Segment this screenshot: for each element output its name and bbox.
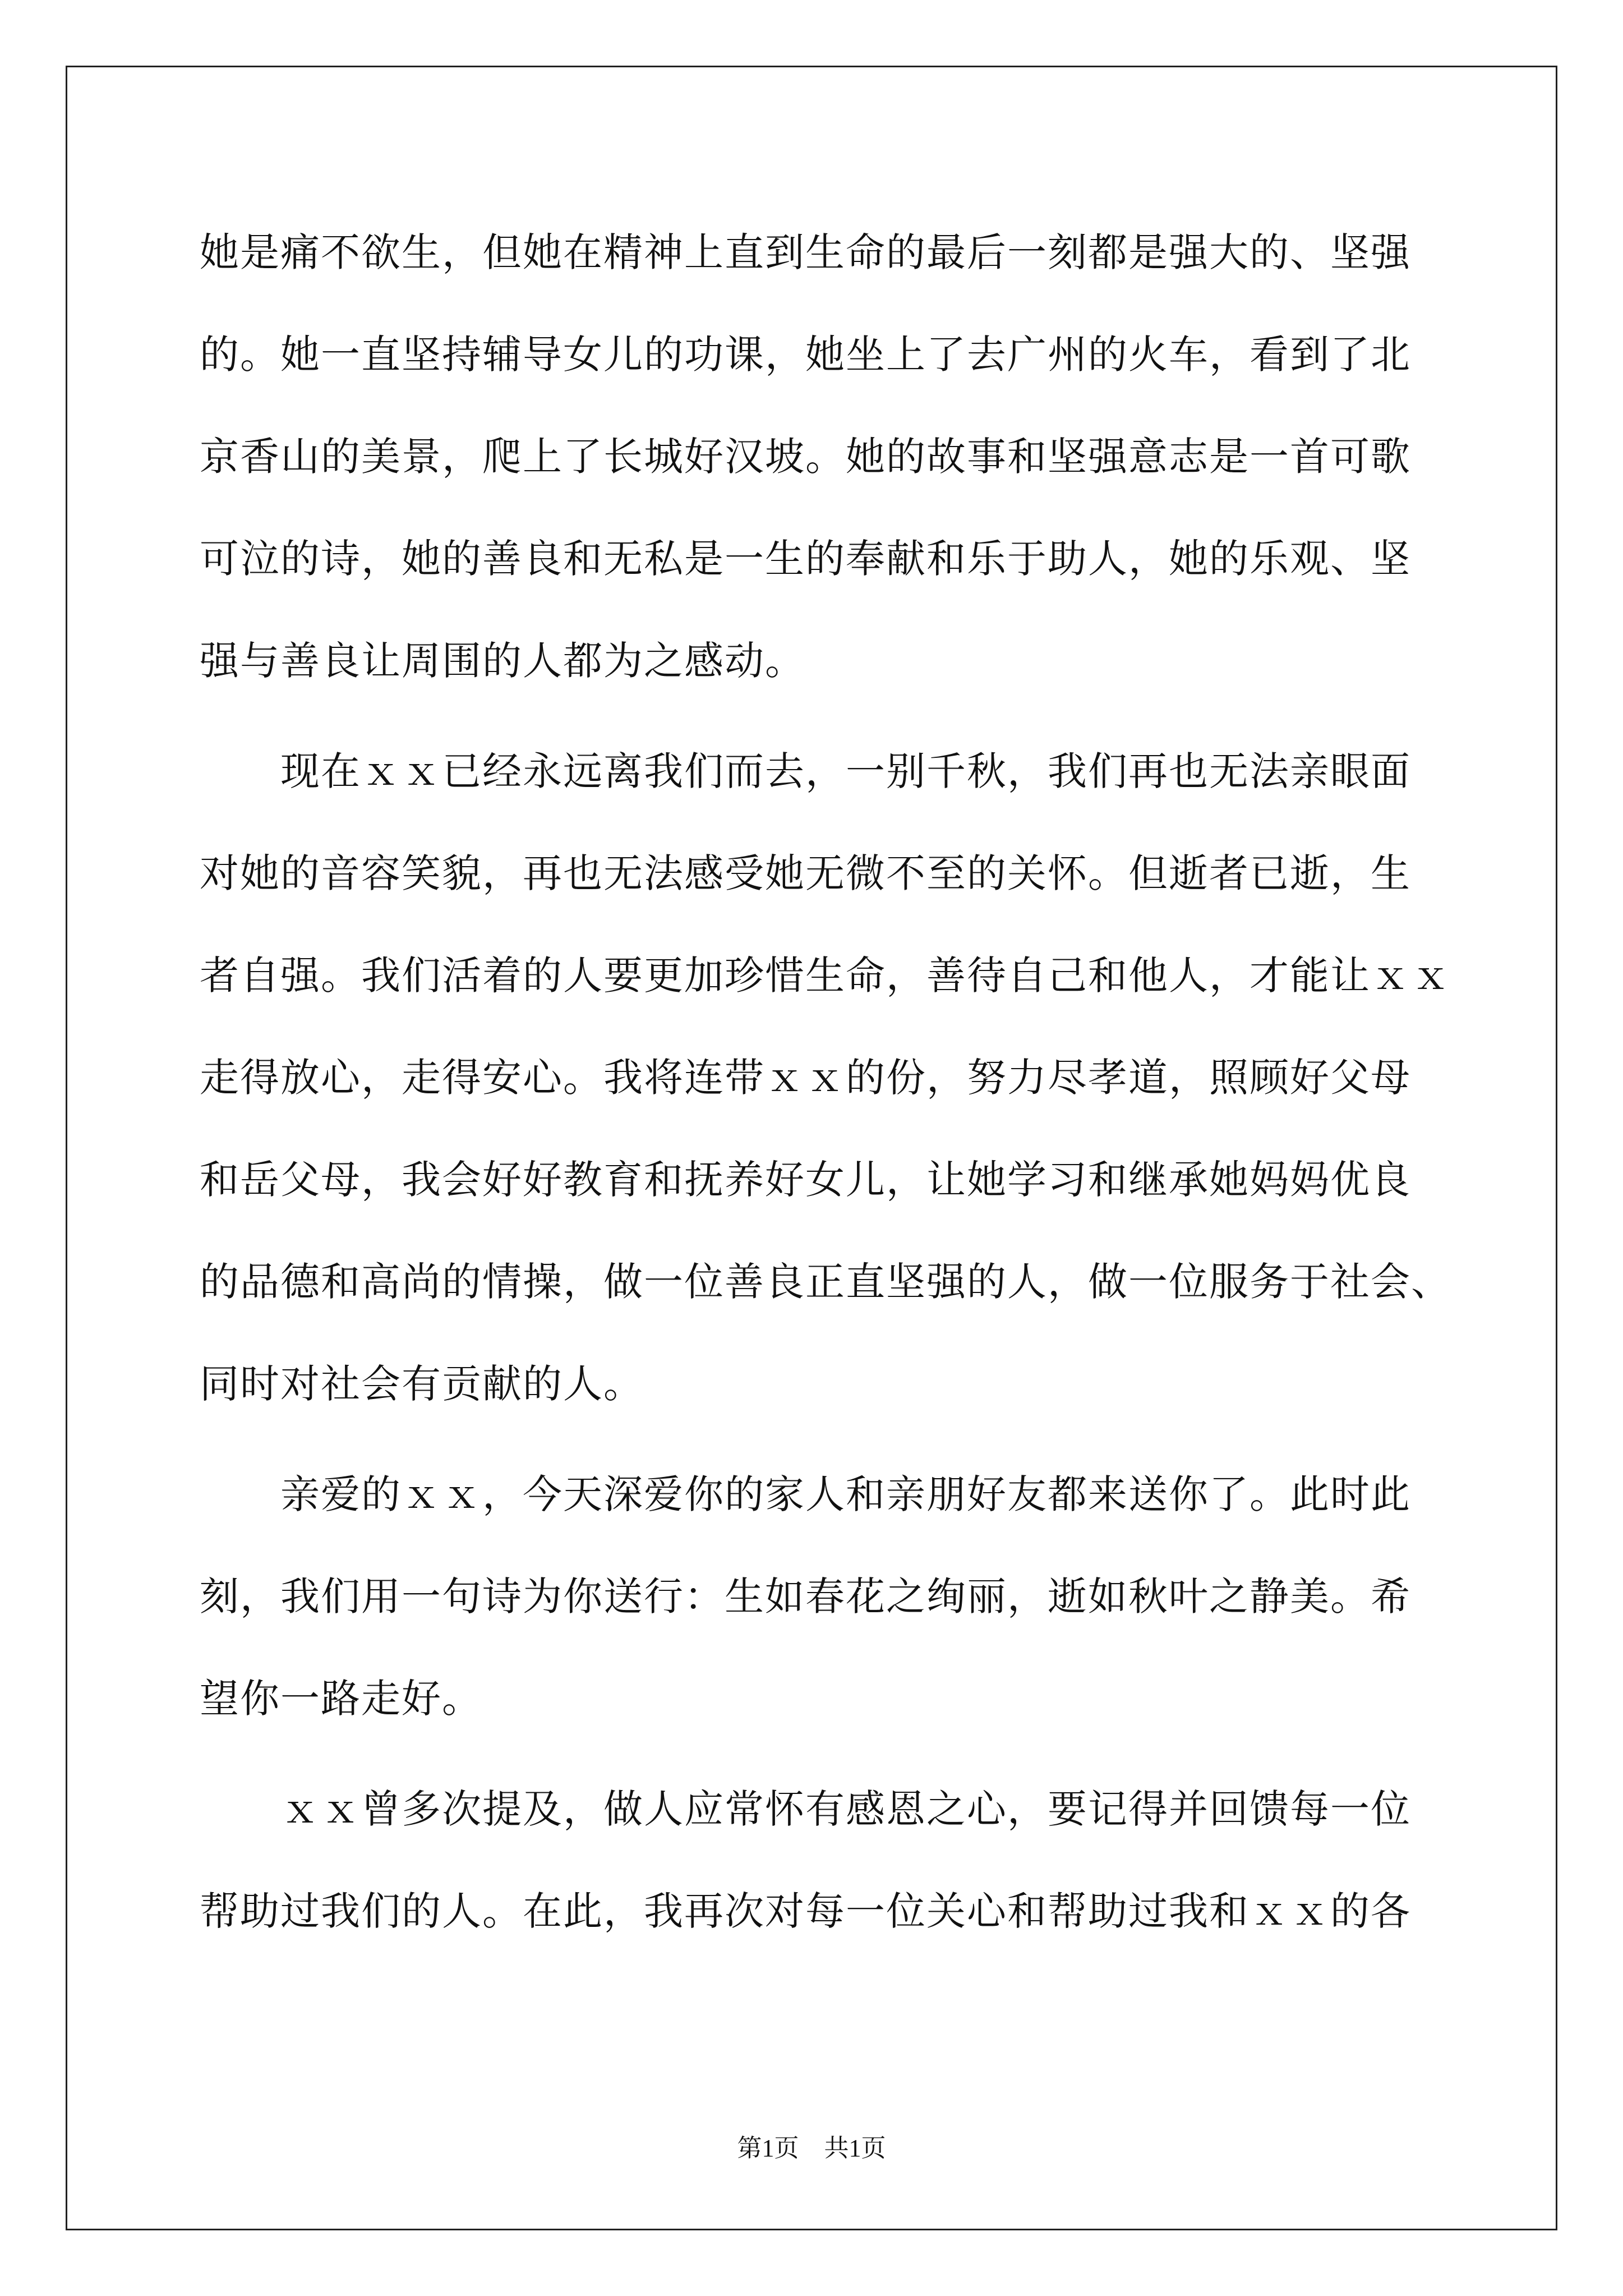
paragraph-1-line-4: 可泣的诗，她的善良和无私是一生的奉献和乐于助人，她的乐观、坚 [200, 536, 1411, 582]
paragraph-1-line-5: 强与善良让周围的人都为之感动。 [200, 638, 805, 684]
page-footer [0, 2132, 1623, 2165]
paragraph-2-line-2: 对她的音容笑貌，再也无法感受她无微不至的关怀。但逝者已逝，生 [200, 850, 1411, 896]
page-total-label: 共1页 [824, 2134, 886, 2162]
paragraph-2-line-1: 现在ｘｘ已经永远离我们而去，一别千秋，我们再也无法亲眼面 [280, 748, 1411, 794]
page-number-label: 第1页 [737, 2134, 799, 2162]
paragraph-2-line-6: 的品德和高尚的情操，做一位善良正直坚强的人，做一位服务于社会、 [200, 1259, 1451, 1305]
paragraph-1-line-2: 的。她一直坚持辅导女儿的功课，她坐上了去广州的火车，看到了北 [200, 332, 1411, 378]
paragraph-2-line-3: 者自强。我们活着的人要更加珍惜生命，善待自己和他人，才能让ｘｘ [200, 953, 1451, 999]
paragraph-1-line-1: 她是痛不欲生，但她在精神上直到生命的最后一刻都是强大的、坚强 [200, 229, 1411, 275]
paragraph-2-line-4: 走得放心，走得安心。我将连带ｘｘ的份，努力尽孝道，照顾好父母 [200, 1055, 1411, 1101]
paragraph-3-line-3: 望你一路走好。 [200, 1676, 482, 1722]
paragraph-4-line-1: ｘｘ曾多次提及，做人应常怀有感恩之心，要记得并回馈每一位 [280, 1786, 1411, 1832]
paragraph-2-line-7: 同时对社会有贡献的人。 [200, 1361, 644, 1407]
paragraph-3-line-2: 刻，我们用一句诗为你送行：生如春花之绚丽，逝如秋叶之静美。希 [200, 1573, 1411, 1619]
paragraph-3-line-1: 亲爱的ｘｘ，今天深爱你的家人和亲朋好友都来送你了。此时此 [280, 1471, 1411, 1517]
paragraph-1-line-3: 京香山的美景，爬上了长城好汉坡。她的故事和坚强意志是一首可歌 [200, 434, 1411, 480]
document-body [200, 213, 1451, 1974]
paragraph-2-line-5: 和岳父母，我会好好教育和抚养好女儿，让她学习和继承她妈妈优良 [200, 1157, 1411, 1203]
paragraph-4-line-2: 帮助过我们的人。在此，我再次对每一位关心和帮助过我和ｘｘ的各 [200, 1888, 1411, 1934]
